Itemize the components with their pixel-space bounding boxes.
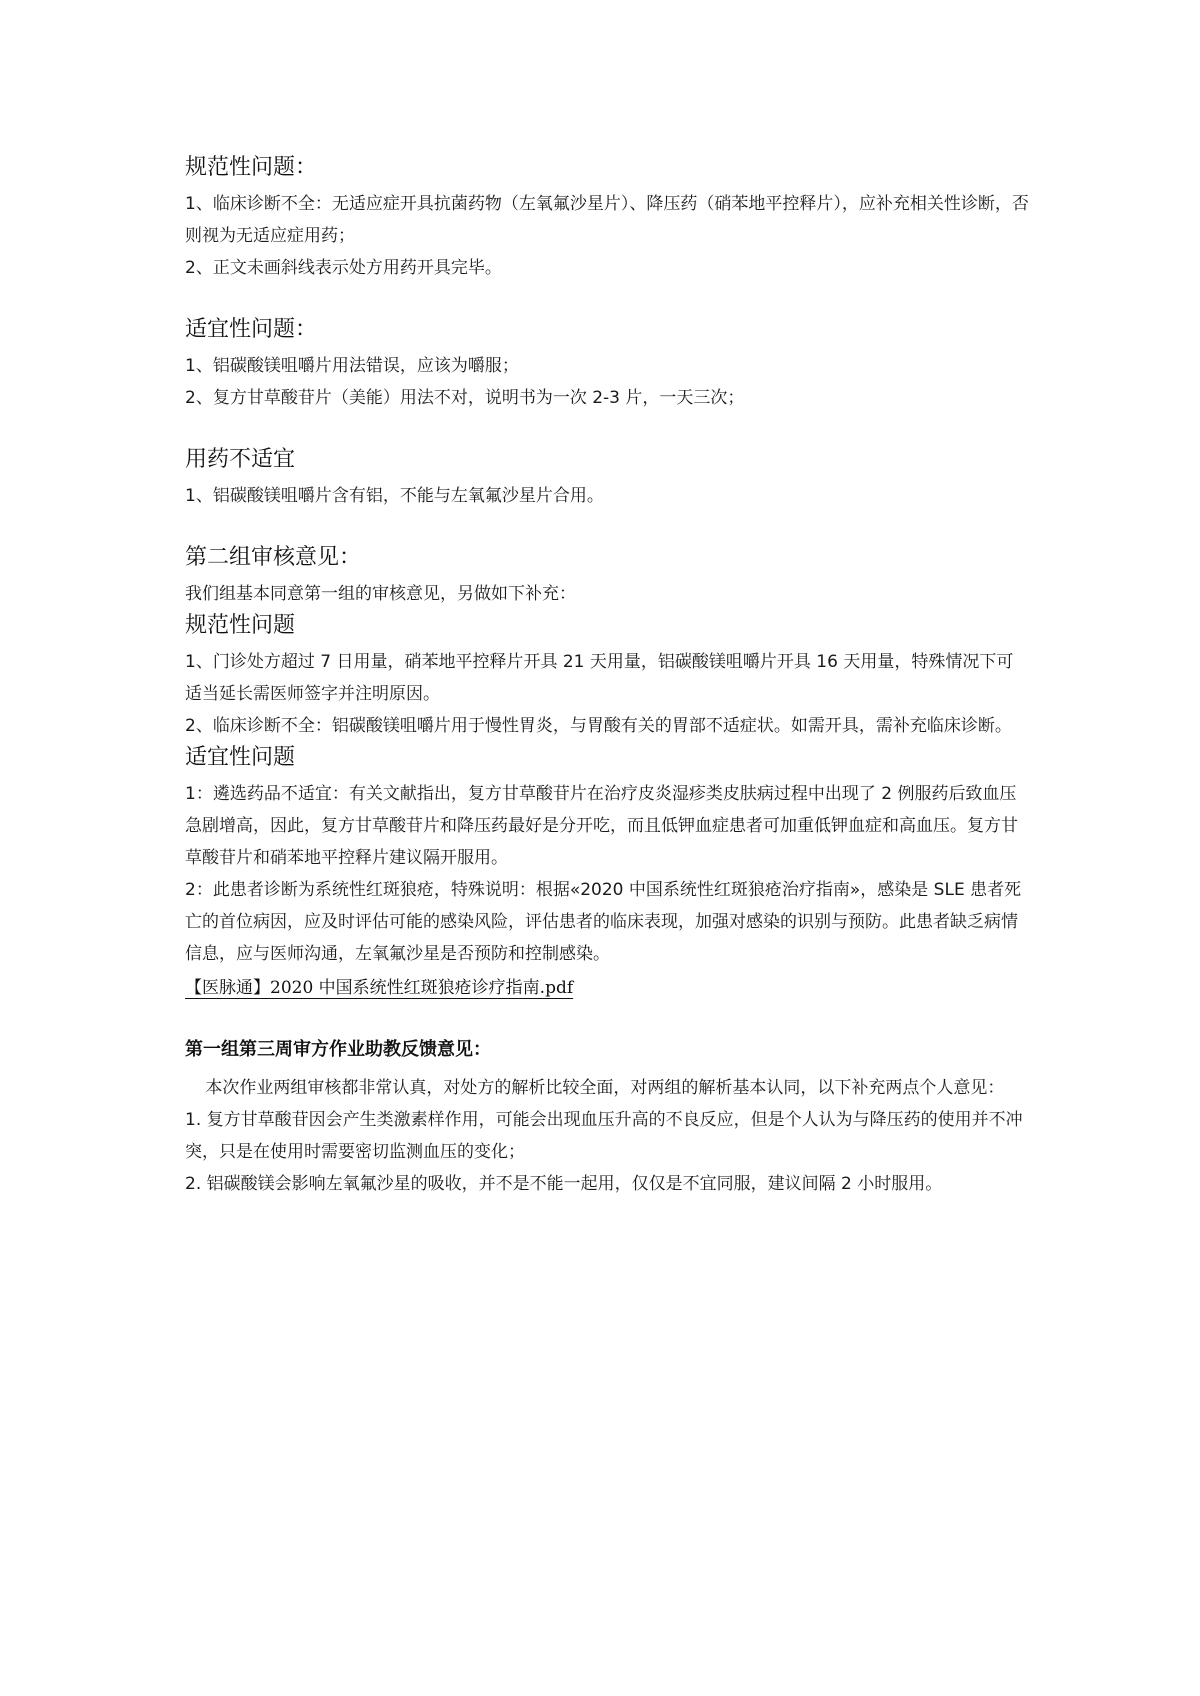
subsection-heading: 适宜性问题 (185, 745, 296, 770)
list-item: 1、铝碳酸镁咀嚼片含有铝，不能与左氧氟沙星片合用。 (185, 486, 604, 506)
list-item: 1、临床诊断不全：无适应症开具抗菌药物（左氧氟沙星片）、降压药（硝苯地平控释片），应补充相关性诊断，否则视为无适应症用药； (185, 194, 1029, 246)
list-item: 1：遴选药品不适宜：有关文献指出，复方甘草酸苷片在治疗皮炎湿疹类皮肤病过程中出现了 2 例服药后致血压急剧增高，因此，复方甘草酸苷片和降压药最好是分开吃，而且低钾血症患者可加重低钾血症和高血压。复方甘草酸苷片和硝苯地平控释片建议隔开服用。 (185, 784, 1018, 868)
document-content (185, 152, 1030, 1200)
list-item: 1、门诊处方超过 7 日用量，硝苯地平控释片开具 21 天用量，铝碳酸镁咀嚼片开具 16 天用量，特殊情况下可适当延长需医师签字并注明原因。 (185, 652, 1014, 704)
list-item: 2、临床诊断不全：铝碳酸镁咀嚼片用于慢性胃炎，与胃酸有关的胃部不适症状。如需开具，需补充临床诊断。 (185, 716, 1012, 736)
section-heading: 适宜性问题： (185, 317, 318, 342)
list-item: 2：此患者诊断为系统性红斑狼疮，特殊说明：根据«2020 中国系统性红斑狼疮治疗指南»，感染是 SLE 患者死亡的首位病因，应及时评估可能的感染风险，评估患者的临床表现，加强对感染的识别与预防。此患者缺乏病情信息，应与医师沟通，左氧氟沙星是否预防和控制感染。 (185, 880, 1022, 964)
section-heading: 第二组审核意见： (185, 545, 362, 570)
section-ta-feedback (185, 1034, 1030, 1200)
list-item: 2. 铝碳酸镁会影响左氧氟沙星的吸收，并不是不能一起用，仅仅是不宜同服，建议间隔 2 小时服用。 (185, 1174, 943, 1194)
section-heading: 第一组第三周审方作业助教反馈意见： (185, 1039, 491, 1060)
section-inappropriate-use (185, 444, 1030, 512)
section-group2-review (185, 542, 1030, 1004)
subsection-heading: 规范性问题 (185, 613, 296, 638)
section-standard-issues (185, 152, 1030, 284)
section-heading: 用药不适宜 (185, 447, 296, 472)
feedback-intro: 本次作业两组审核都非常认真，对处方的解析比较全面，对两组的解析基本认同，以下补充两点个人意见： (205, 1078, 1005, 1098)
list-item: 1. 复方甘草酸苷因会产生类激素样作用，可能会出现血压升高的不良反应，但是个人认为与降压药的使用并不冲突，只是在使用时需要密切监测血压的变化； (185, 1110, 1023, 1162)
section-suitability-issues (185, 314, 1030, 414)
list-item: 2、正文未画斜线表示处方用药开具完毕。 (185, 258, 502, 278)
list-item: 2、复方甘草酸苷片（美能）用法不对，说明书为一次 2-3 片，一天三次； (185, 388, 745, 408)
group2-intro: 我们组基本同意第一组的审核意见，另做如下补充： (185, 584, 576, 604)
section-heading: 规范性问题： (185, 155, 318, 180)
list-item: 1、铝碳酸镁咀嚼片用法错误，应该为嚼服； (185, 356, 519, 376)
guideline-pdf-link[interactable]: 【医脉通】2020 中国系统性红斑狼疮诊疗指南.pdf (185, 978, 574, 998)
